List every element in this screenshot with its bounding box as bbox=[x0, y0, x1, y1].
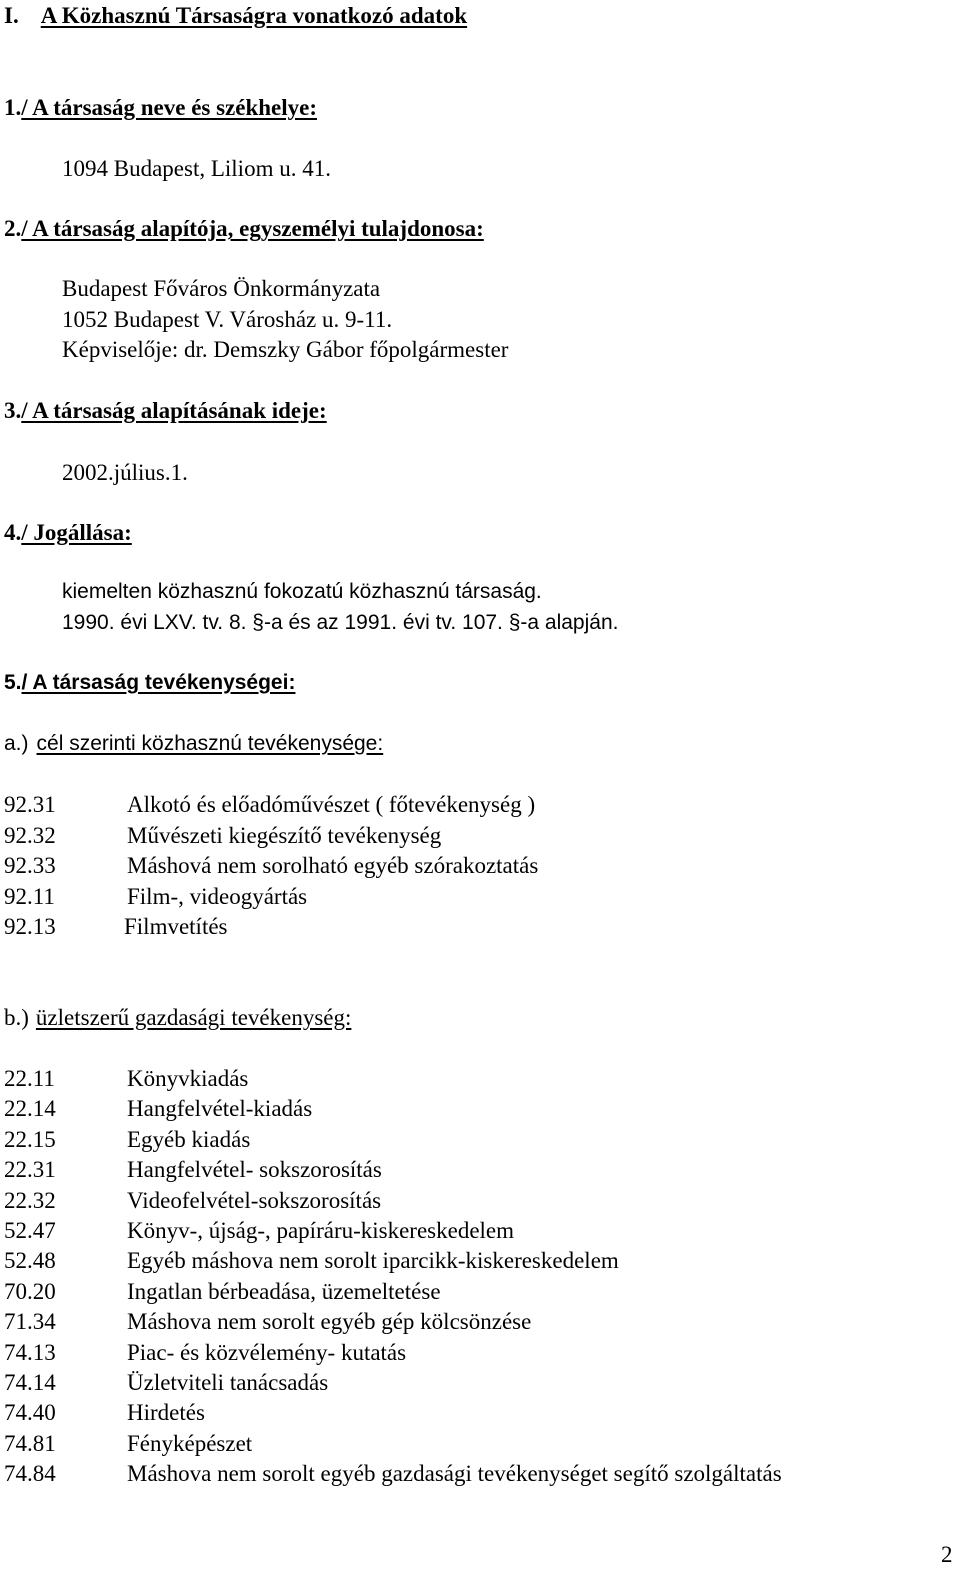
activity-description: Egyéb kiadás bbox=[127, 1126, 251, 1152]
item1-line-0: 1094 Budapest, Liliom u. 41. bbox=[62, 156, 331, 181]
activity-description: Üzletviteli tanácsadás bbox=[127, 1370, 329, 1395]
activity-code: 74.81 bbox=[4, 1430, 56, 1456]
activity-code: 92.31 bbox=[4, 792, 56, 817]
activity-code: 22.31 bbox=[4, 1157, 56, 1183]
item5-heading-text: / A társaság tevékenységei: bbox=[21, 671, 296, 694]
activity-code: 92.11 bbox=[4, 883, 55, 909]
activity-description: Könyv-, újság-, papíráru-kiskereskedelem bbox=[127, 1218, 515, 1243]
activity-description: Videofelvétel-sokszorosítás bbox=[127, 1187, 382, 1213]
item2-line-0: Budapest Főváros Önkormányzata bbox=[62, 276, 381, 301]
activity-description: Alkotó és előadóművészet ( főtevékenység ) bbox=[127, 792, 536, 817]
section-number: I. bbox=[4, 3, 19, 28]
section-title: A Közhasznú Társaságra vonatkozó adatok bbox=[40, 3, 468, 28]
activity-description: Művészeti kiegészítő tevékenység bbox=[127, 822, 442, 848]
activity-code: 74.14 bbox=[4, 1370, 56, 1395]
activity-description: Könyvkiadás bbox=[127, 1066, 249, 1091]
activity-description: Filmvetítés bbox=[124, 914, 228, 939]
activity-description: Hangfelvétel-kiadás bbox=[127, 1096, 313, 1122]
activity-code: 74.84 bbox=[4, 1461, 56, 1487]
item3-number: 3. bbox=[4, 398, 22, 423]
page-number: 2 bbox=[941, 1542, 953, 1567]
item1-number: 1. bbox=[4, 95, 22, 120]
item3-heading bbox=[4, 399, 327, 422]
item1-heading bbox=[4, 96, 317, 119]
item5-number: 5. bbox=[4, 671, 22, 694]
item4-heading bbox=[4, 521, 132, 544]
activity-description: Piac- és közvélemény- kutatás bbox=[127, 1339, 407, 1365]
activity-description: Film-, videogyártás bbox=[127, 883, 308, 909]
item2-line-1: 1052 Budapest V. Városház u. 9-11. bbox=[62, 307, 393, 332]
activity-code: 22.32 bbox=[4, 1187, 56, 1213]
sub-a-heading bbox=[4, 733, 383, 754]
activity-code: 70.20 bbox=[4, 1278, 56, 1304]
item2-number: 2. bbox=[4, 216, 22, 241]
item3-line-0: 2002.július.1. bbox=[62, 460, 188, 485]
sub-b-prefix: b.) bbox=[4, 1005, 29, 1030]
activity-code: 74.13 bbox=[4, 1339, 56, 1365]
item4-line-1: 1990. évi LXV. tv. 8. §-a és az 1991. évi tv. 107. §-a alapján. bbox=[62, 611, 619, 634]
sub-a-heading-text: cél szerinti közhasznú tevékenysége: bbox=[36, 732, 384, 755]
item2-heading bbox=[4, 217, 484, 240]
activity-description: Hangfelvétel- sokszorosítás bbox=[127, 1157, 382, 1183]
activity-code: 92.33 bbox=[4, 853, 56, 878]
section-heading bbox=[4, 4, 467, 27]
item3-heading-text: / A társaság alapításának ideje: bbox=[21, 398, 327, 423]
item4-heading-text: / Jogállása: bbox=[21, 520, 132, 545]
activity-code: 92.13 bbox=[4, 914, 56, 939]
sub-a-prefix: a.) bbox=[4, 732, 29, 755]
item5-heading bbox=[4, 672, 295, 693]
activity-description: Ingatlan bérbeadása, üzemeltetése bbox=[127, 1278, 441, 1304]
item4-line-0: kiemelten közhasznú fokozatú közhasznú társaság. bbox=[62, 580, 542, 603]
activity-code: 22.14 bbox=[4, 1096, 56, 1122]
item1-heading-text: / A társaság neve és székhelye: bbox=[21, 95, 318, 120]
activity-code: 22.11 bbox=[4, 1066, 55, 1091]
activity-code: 92.32 bbox=[4, 822, 56, 848]
item2-line-2: Képviselője: dr. Demszky Gábor főpolgármester bbox=[62, 337, 509, 362]
item2-heading-text: / A társaság alapítója, egyszemélyi tulajdonosa: bbox=[21, 216, 484, 241]
activity-description: Máshova nem sorolt egyéb gép kölcsönzése bbox=[127, 1309, 532, 1335]
activity-code: 74.40 bbox=[4, 1400, 56, 1426]
activity-code: 52.48 bbox=[4, 1248, 56, 1274]
activity-code: 22.15 bbox=[4, 1126, 56, 1152]
activity-description: Fényképészet bbox=[127, 1430, 253, 1456]
activity-code: 71.34 bbox=[4, 1309, 56, 1335]
sub-b-heading bbox=[4, 1006, 351, 1029]
sub-b-heading-text: üzletszerű gazdasági tevékenység: bbox=[35, 1005, 352, 1030]
activity-description: Máshová nem sorolható egyéb szórakoztatás bbox=[127, 853, 539, 878]
activity-description: Hirdetés bbox=[127, 1400, 205, 1426]
activity-code: 52.47 bbox=[4, 1218, 56, 1243]
item4-number: 4. bbox=[4, 520, 22, 545]
activity-description: Máshova nem sorolt egyéb gazdasági tevékenységet segítő szolgáltatás bbox=[127, 1461, 782, 1487]
activity-description: Egyéb máshova nem sorolt iparcikk-kiskereskedelem bbox=[127, 1248, 619, 1274]
